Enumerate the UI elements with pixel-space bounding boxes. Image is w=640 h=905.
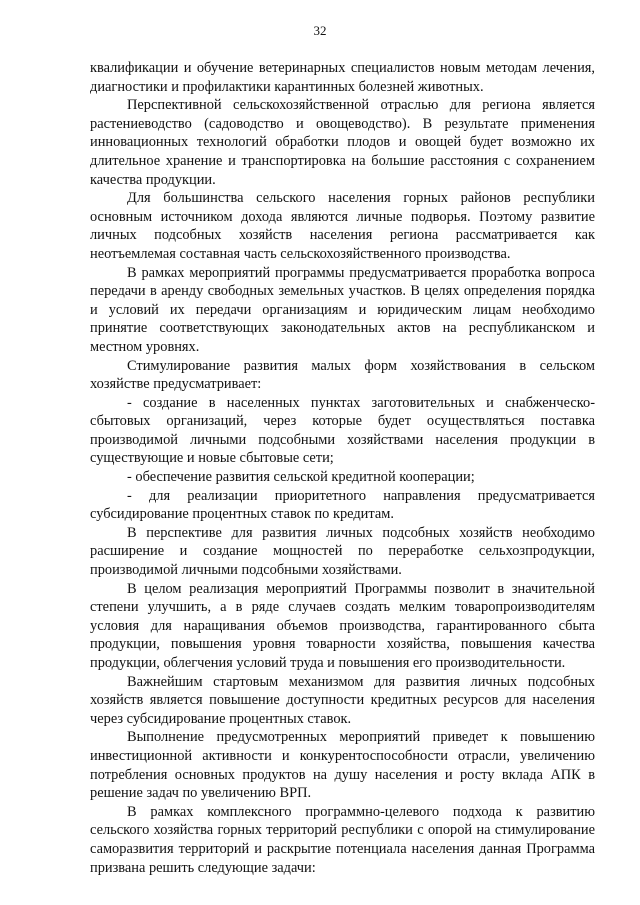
paragraph-12: Выполнение предусмотренных мероприятий приведет к повышению инвестиционной активности и конкурентоспособности отрасли, увеличению потребления основных продуктов на душу населения и росту вклада АПК в решение задач по увеличению ВРП. bbox=[90, 729, 595, 802]
paragraph-4: В рамках мероприятий программы предусматривается проработка вопроса передачи в аренду свободных земельных участков. В целях определения порядка и условий их передачи организациям и юридическим лицам необходимо принятие соответствующих законодательных актов на республиканском и местном уровнях. bbox=[90, 264, 595, 355]
paragraph-3: Для большинства сельского населения горных районов республики основным источником дохода являются личные подворья. Поэтому развитие личных подсобных хозяйств населения региона рассматривается как неотъемлемая составная часть сельскохозяйственного производства. bbox=[90, 190, 595, 262]
document-body bbox=[90, 59, 595, 877]
paragraph-9: В перспективе для развития личных подсобных хозяйств необходимо расширение и создание мощностей по переработке сельхозпродукции, производимой личными подсобными хозяйствами. bbox=[90, 524, 595, 579]
paragraph-13: В рамках комплексного программно-целевого подхода к развитию сельского хозяйства горных территорий республики с опорой на стимулирование саморазвития территорий и раскрытие потенциала населения данная Программа призвана решить следующие задачи: bbox=[90, 803, 595, 876]
list-item-procurement: - создание в населенных пунктах заготовительных и снабженческо-сбытовых организаций, через которые будет осуществляться поставка производимой личными подсобными хозяйствами населения продукции в существующие и новые сбытовые сети; bbox=[90, 394, 595, 467]
paragraph-2: Перспективной сельскохозяйственной отраслью для региона является растениеводство (садоводство и овощеводство). В результате применения инновационных технологий обработки плодов и овощей будет возможно их длительное хранение и транспортировка на большие расстояния с сохранением качества продукции. bbox=[90, 97, 595, 188]
page-number: 32 bbox=[313, 23, 327, 38]
list-item-interest-subsidy: - для реализации приоритетного направления предусматривается субсидирование процентных ставок по кредитам. bbox=[90, 487, 595, 523]
paragraph-10: В целом реализация мероприятий Программы позволит в значительной степени улучшить, а в ряде случаев создать мелким товаропроизводителям условия для наращивания объемов производства, гарантированного сбыта продукции, повышения уровня товарности хозяйства, повышения качества продукции, облегчения условий труда и повышения его производительности. bbox=[90, 580, 595, 671]
paragraph-5: Стимулирование развития малых форм хозяйствования в сельском хозяйстве предусматривает: bbox=[90, 357, 595, 393]
paragraph-11: Важнейшим стартовым механизмом для развития личных подсобных хозяйств является повышение доступности кредитных ресурсов для населения через субсидирование процентных ставок. bbox=[90, 673, 595, 727]
paragraph-1: квалификации и обучение ветеринарных специалистов новым методам лечения, диагностики и профилактики карантинных болезней животных. bbox=[90, 60, 595, 95]
list-item-credit-cooperation: - обеспечение развития сельской кредитной кооперации; bbox=[127, 469, 475, 486]
